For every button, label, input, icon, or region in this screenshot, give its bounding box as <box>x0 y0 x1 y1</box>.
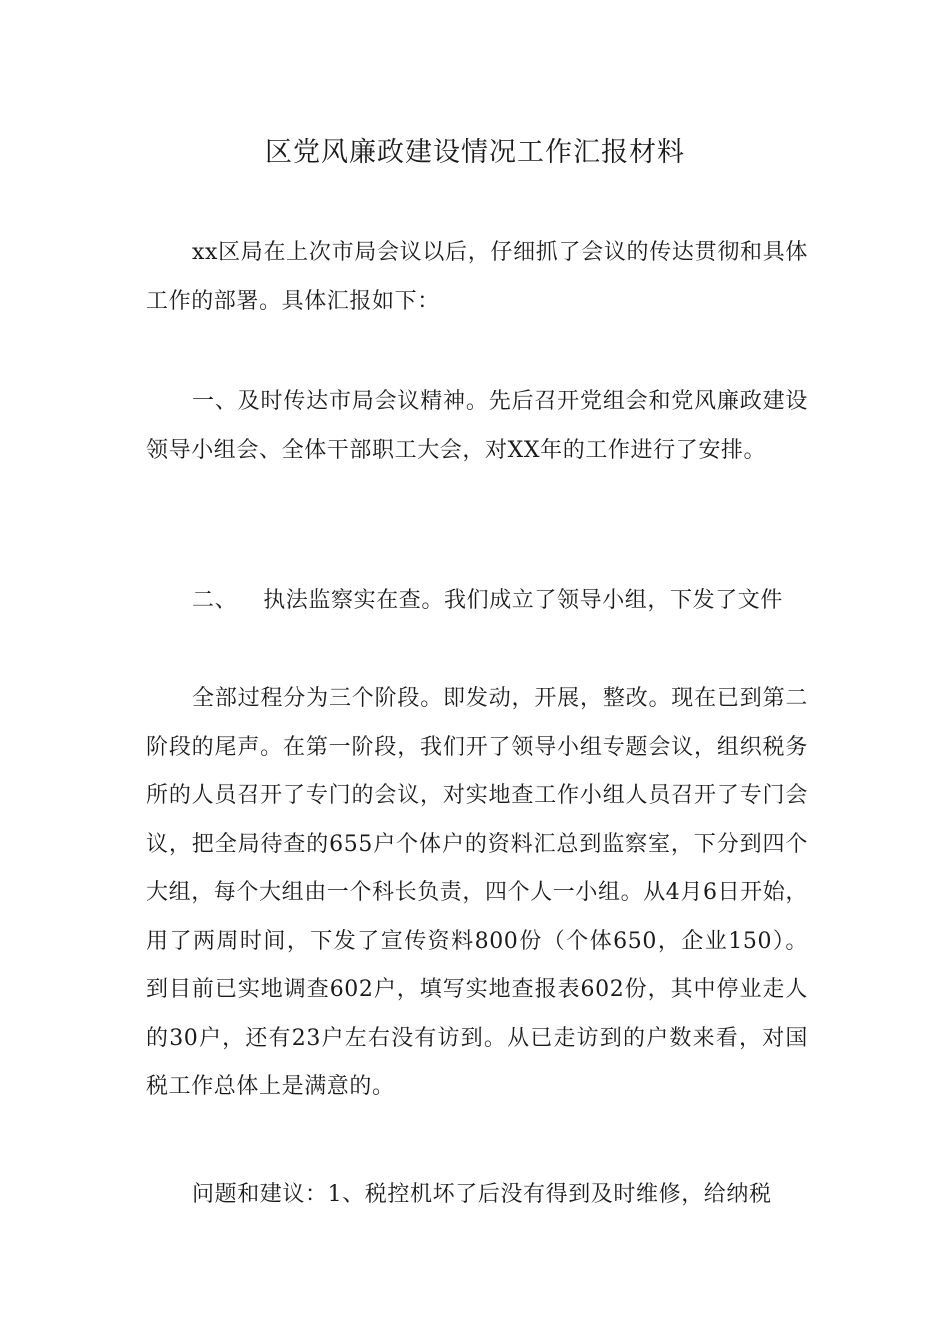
document-title: 区党风廉政建设情况工作汇报材料 <box>265 137 685 168</box>
paragraph-issues: 问题和建议：1、税控机坏了后没有得到及时维修，给纳税 <box>192 1182 772 1207</box>
paragraph-process: 全部过程分为三个阶段。即发动，开展，整改。现在已到第二阶段的尾声。在第一阶段，我们开了领导小组专题会议，组织税务所的人员召开了专门的会议，对实地查工作小组人员召开了专门会议，把全局待查的655户个体户的资料汇总到监察室，下分到四个大组，每个大组由一个科长负责，四个人一小组。从4月6日开始，用了两周时间，下发了宣传资料800份（个体650，企业150）。到目前已实地调查602户，填写实地查报表602份，其中停业走人的30户，还有23户左右没有访到。从已走访到的户数来看，对国税工作总体上是满意的。 <box>146 686 808 1099</box>
paragraph-intro: xx区局在上次市局会议以后，仔细抓了会议的传达贯彻和具体工作的部署。具体汇报如下： <box>146 240 808 314</box>
paragraph-section-one: 一、及时传达市局会议精神。先后召开党组会和党风廉政建设领导小组会、全体干部职工大会，对XX年的工作进行了安排。 <box>146 389 808 463</box>
section-two-number: 二、 <box>192 588 238 613</box>
paragraph-section-two <box>146 577 808 626</box>
section-two-text: 执法监察实在查。我们成立了领导小组，下发了文件 <box>263 588 784 613</box>
